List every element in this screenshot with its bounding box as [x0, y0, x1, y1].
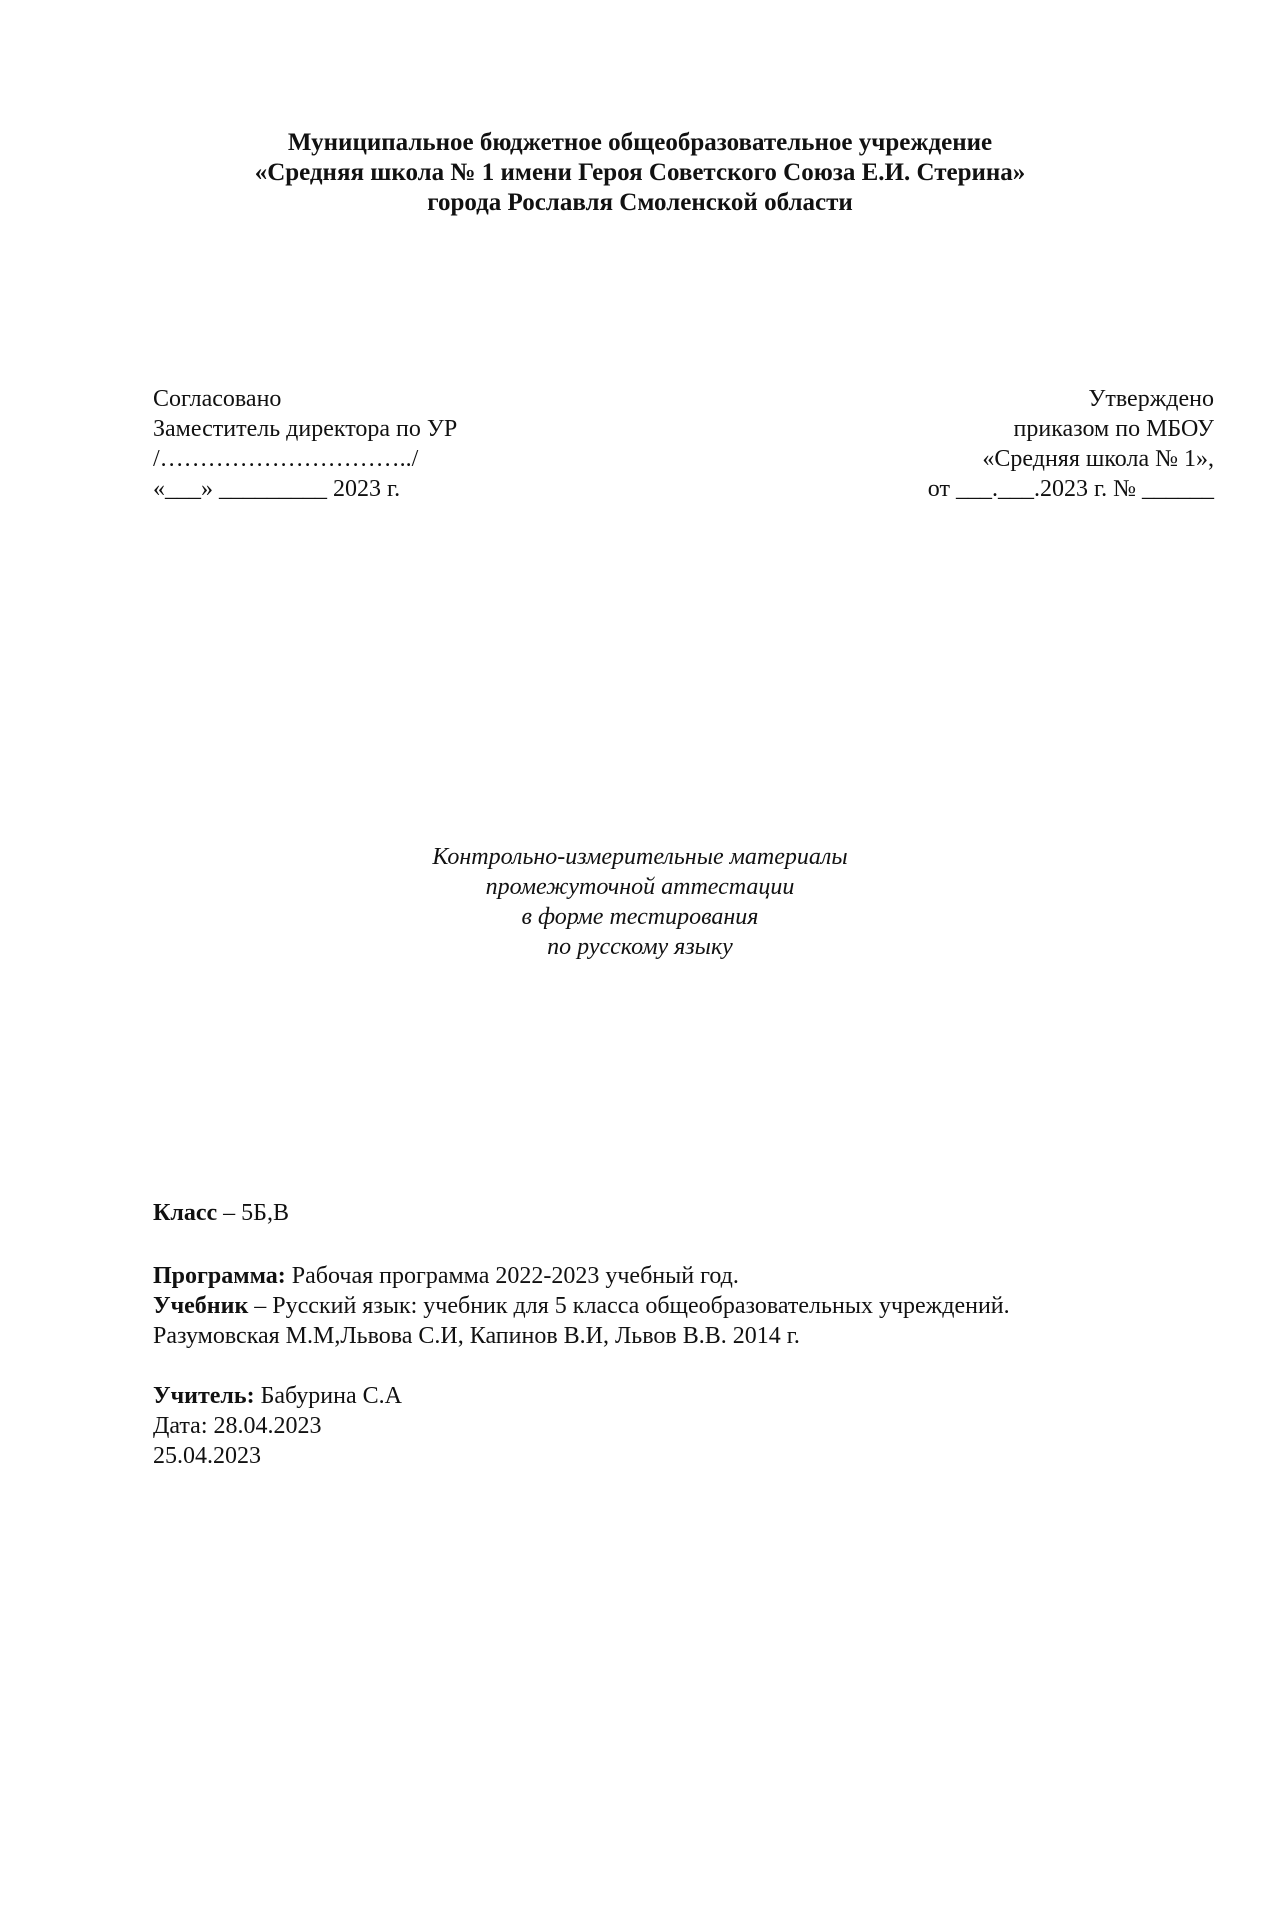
document-info [153, 1198, 1010, 1471]
textbook-row [153, 1291, 1010, 1321]
title-line: в форме тестирования [521, 904, 759, 930]
class-label: Класс [153, 1200, 218, 1226]
approval-line: «Средняя школа № 1», [982, 446, 1214, 472]
title-line: промежуточной аттестации [485, 874, 795, 900]
approval-line: /…………………………../ [153, 446, 419, 472]
date2-row: 25.04.2023 [153, 1443, 261, 1469]
header-line: Муниципальное бюджетное общеобразовательное учреждение [287, 129, 993, 156]
header-line: «Средняя школа № 1 имени Героя Советского Союза Е.И. Стерина» [254, 159, 1026, 186]
title-line: Контрольно-измерительные материалы [432, 844, 848, 870]
authors-row: Разумовская М.М,Львова С.И, Капинов В.И, Львов В.В. 2014 г. [153, 1323, 800, 1349]
teacher-row [153, 1381, 1010, 1411]
textbook-value: – Русский язык: учебник для 5 класса общеобразовательных учреждений. [248, 1293, 1010, 1319]
program-value: Рабочая программа 2022-2023 учебный год. [285, 1263, 739, 1289]
approval-line: Заместитель директора по УР [153, 416, 458, 442]
approval-agreed-block [153, 384, 457, 504]
teacher-value: Бабурина С.А [254, 1383, 402, 1409]
class-value: – 5Б,В [217, 1200, 289, 1226]
teacher-label: Учитель: [153, 1383, 255, 1409]
date-row: Дата: 28.04.2023 [153, 1413, 322, 1439]
approval-line: Согласовано [153, 386, 282, 412]
header-line: города Рославля Смоленской области [427, 189, 853, 216]
approval-approved-block [928, 384, 1214, 504]
approval-line: «___» _________ 2023 г. [153, 476, 401, 502]
program-label: Программа: [153, 1263, 286, 1289]
program-row [153, 1261, 1010, 1291]
approval-line: Утверждено [1088, 386, 1214, 412]
approval-line: от ___.___.2023 г. № ______ [927, 476, 1214, 502]
title-line: по русскому языку [547, 934, 733, 960]
class-row [153, 1198, 1010, 1228]
textbook-label: Учебник [153, 1293, 249, 1319]
institution-header [0, 128, 1280, 218]
approval-line: приказом по МБОУ [1013, 416, 1214, 442]
document-title [0, 842, 1280, 962]
